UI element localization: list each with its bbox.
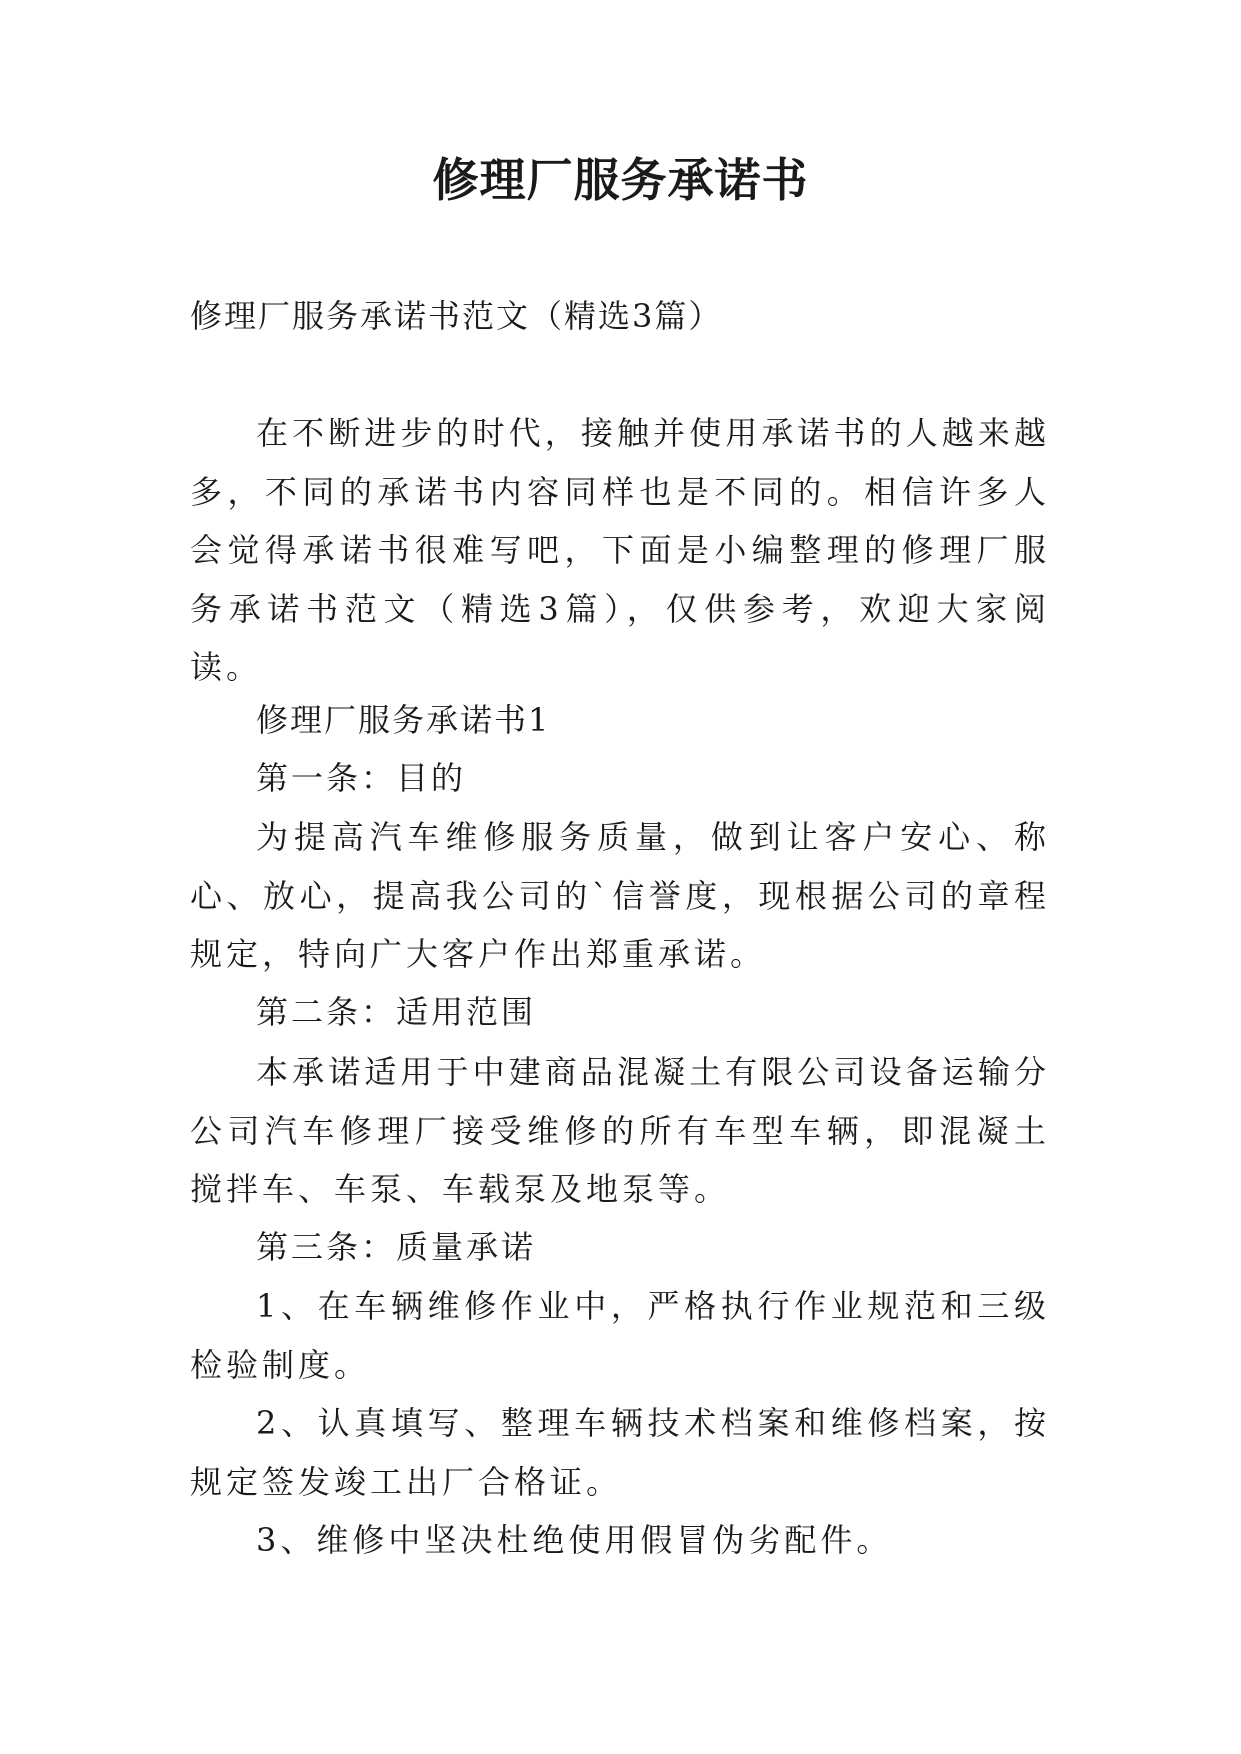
article-2-heading: 第二条：适用范围 <box>256 993 537 1031</box>
article-1-heading: 第一条：目的 <box>256 759 467 797</box>
section-heading-1: 修理厂服务承诺书1 <box>256 701 551 739</box>
intro-paragraph: 在不断进步的时代，接触并使用承诺书的人越来越多，不同的承诺书内容同样也是不同的。相信许多人会觉得承诺书很难写吧，下面是小编整理的修理厂服务承诺书范文（精选3篇），仅供参考，欢迎大家阅读。 <box>190 414 1050 686</box>
article-2-paragraph: 本承诺适用于中建商品混凝土有限公司设备运输分公司汽车修理厂接受维修的所有车型车辆，即混凝土搅拌车、车泵、车载泵及地泵等。 <box>190 1053 1050 1208</box>
document-title: 修理厂服务承诺书 <box>432 153 809 207</box>
document-subtitle: 修理厂服务承诺书范文（精选3篇） <box>190 297 723 335</box>
quality-item-1: 1、在车辆维修作业中，严格执行作业规范和三级检验制度。 <box>190 1287 1050 1384</box>
article-1-paragraph: 为提高汽车维修服务质量，做到让客户安心、称心、放心，提高我公司的`信誉度，现根据公司的章程规定，特向广大客户作出郑重承诺。 <box>190 818 1050 973</box>
quality-item-3: 3、维修中坚决杜绝使用假冒伪劣配件。 <box>256 1521 893 1559</box>
quality-item-2: 2、认真填写、整理车辆技术档案和维修档案，按规定签发竣工出厂合格证。 <box>190 1404 1050 1501</box>
article-3-heading: 第三条：质量承诺 <box>256 1228 537 1266</box>
